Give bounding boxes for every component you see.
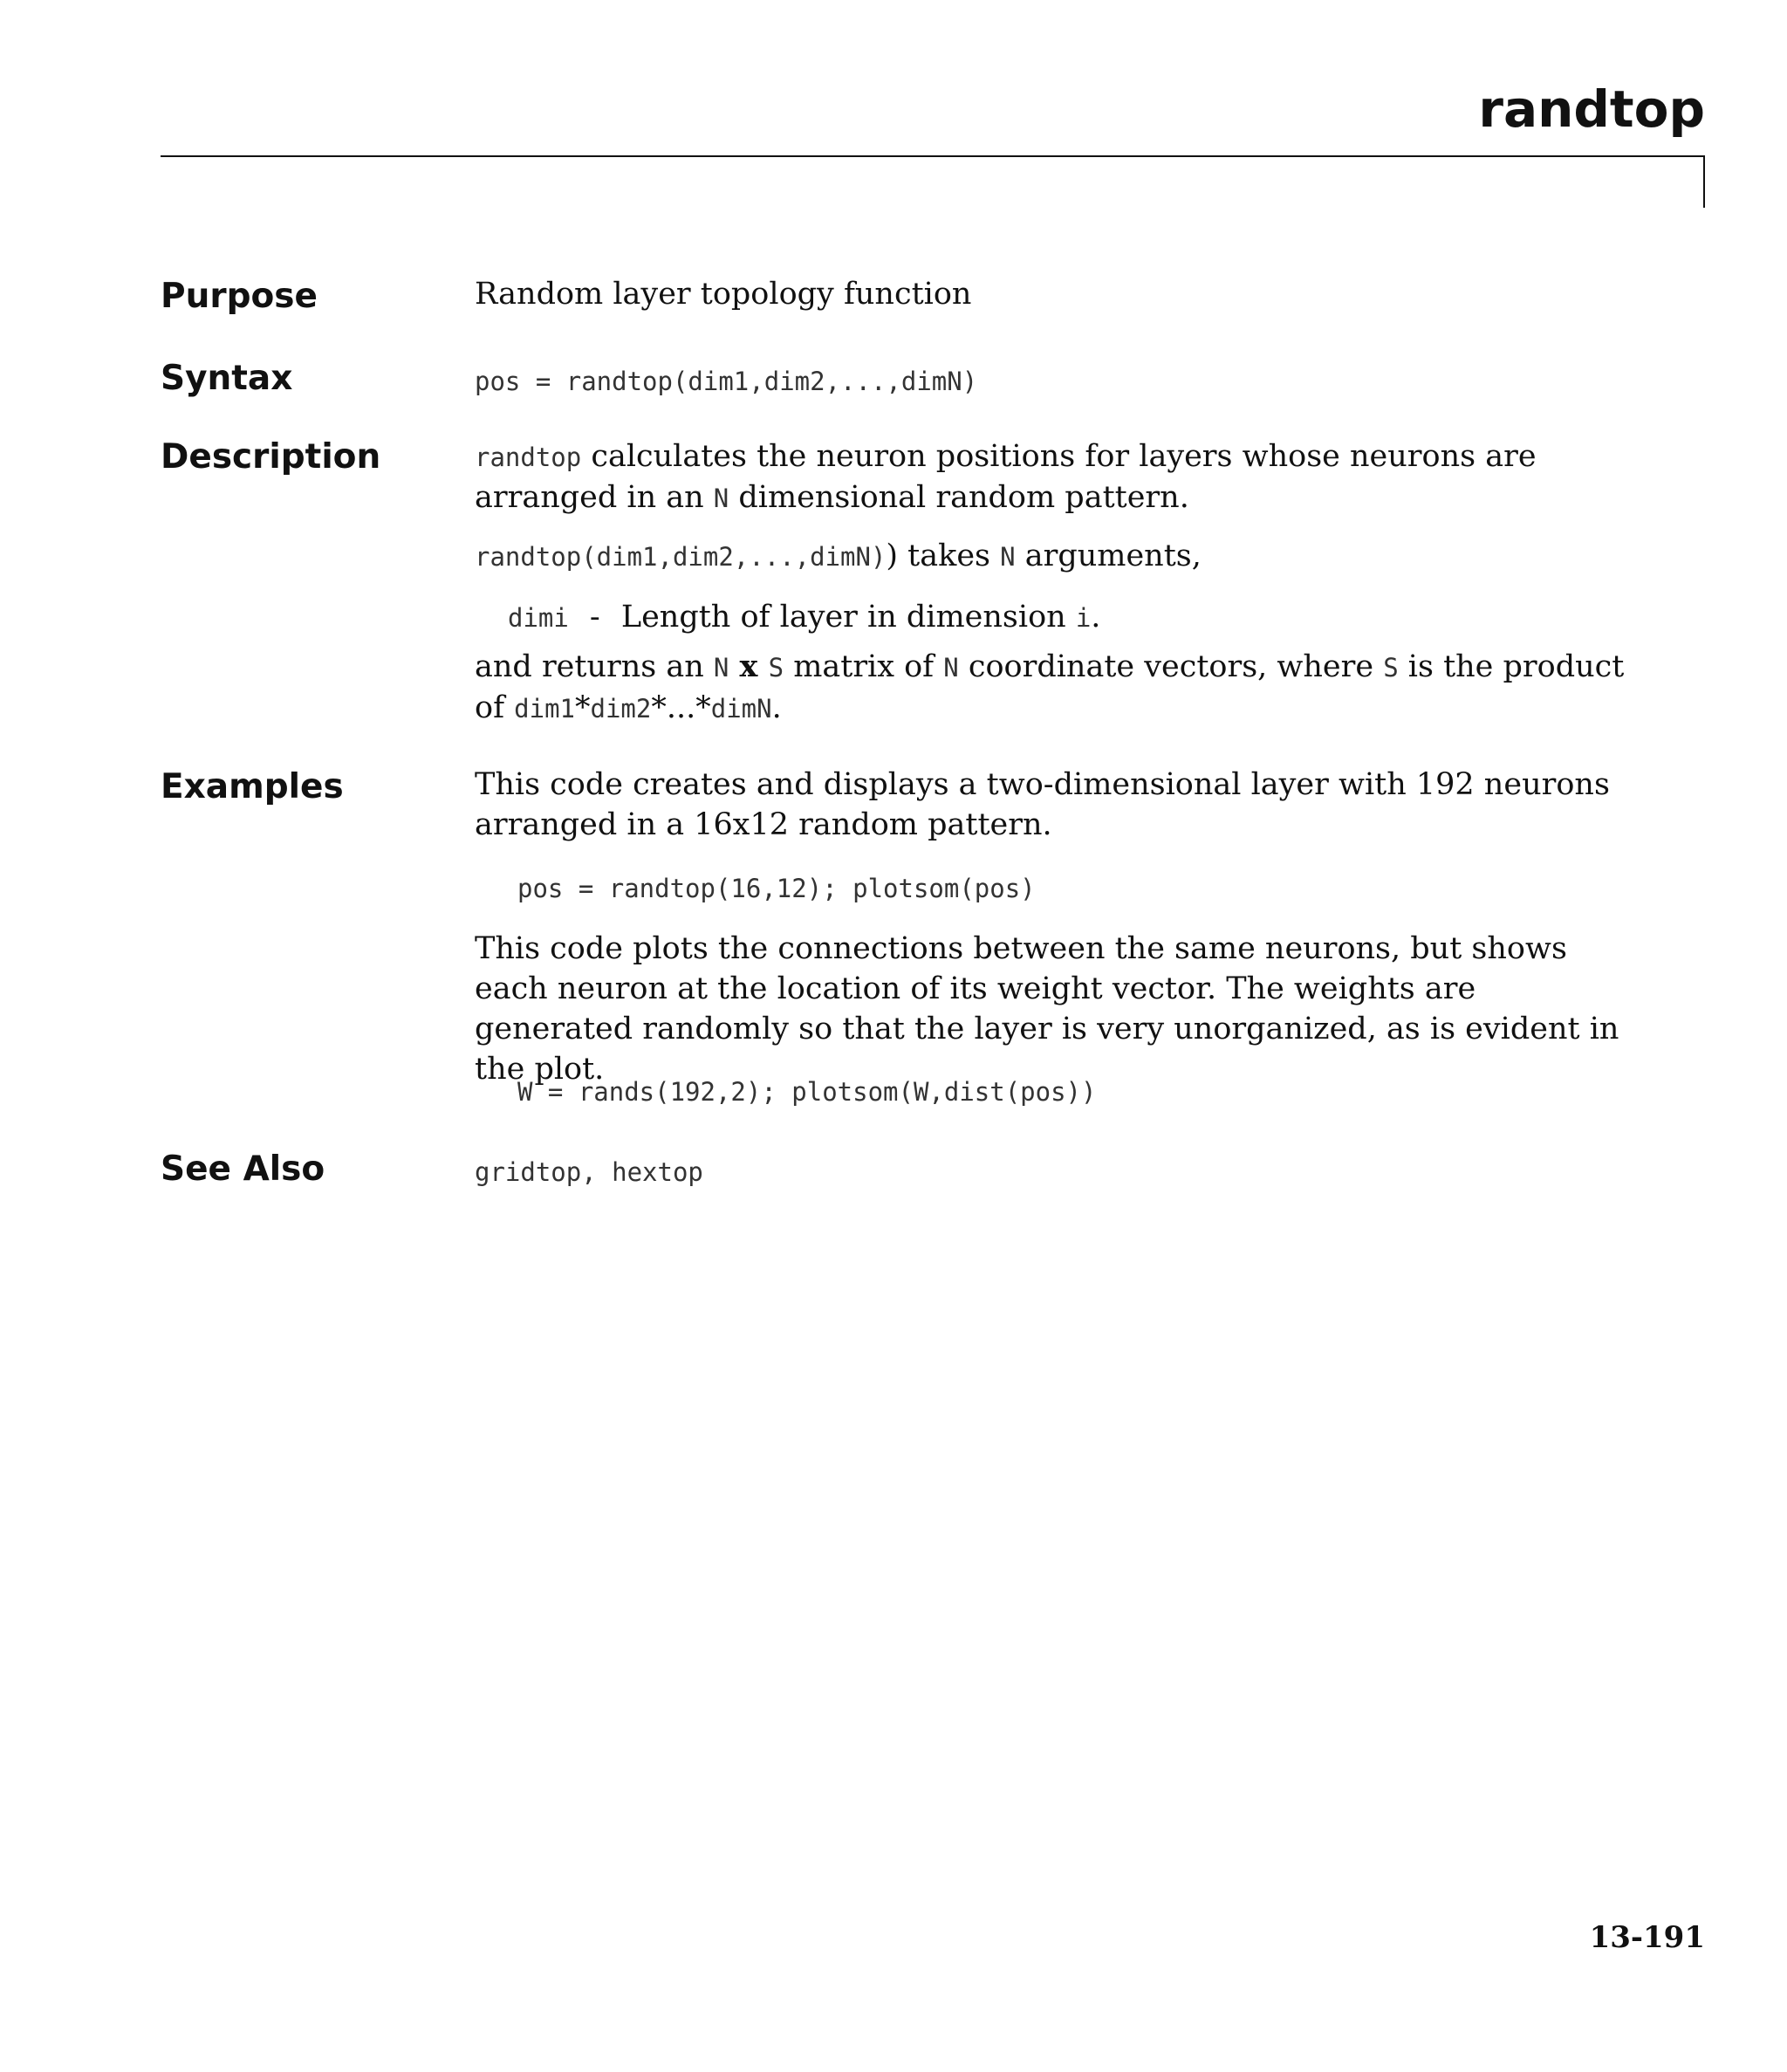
text-run: x — [729, 648, 769, 684]
text-run: *...* — [651, 690, 711, 725]
inline-code: N — [713, 653, 729, 683]
inline-code: N — [943, 653, 959, 683]
header-rule — [161, 155, 1705, 157]
argument-description: Length of layer in dimension — [620, 600, 1076, 635]
argument-item — [508, 597, 1660, 638]
description-label: Description — [161, 437, 381, 477]
examples-code-2: W = rands(192,2); plotsom(W,dist(pos)) — [517, 1077, 1097, 1107]
text-run: ) takes — [886, 539, 1001, 573]
purpose-label: Purpose — [161, 277, 318, 316]
text-run: * — [575, 690, 591, 725]
inline-code: dim2 — [590, 694, 652, 724]
see-also-label: See Also — [161, 1149, 325, 1189]
examples-label: Examples — [161, 767, 344, 806]
inline-code: S — [768, 653, 784, 683]
description-paragraph-3 — [475, 647, 1626, 729]
text-run: matrix of — [784, 649, 944, 684]
see-also-links[interactable]: gridtop, hextop — [475, 1157, 703, 1187]
description-paragraph-2 — [475, 536, 1626, 577]
purpose-text: Random layer topology function — [475, 277, 972, 312]
inline-code: dimN — [710, 694, 772, 724]
text-run: . — [1091, 600, 1101, 635]
text-run: . — [771, 690, 782, 725]
argument-name: dimi — [508, 603, 569, 633]
text-run: is the product of — [475, 649, 1625, 725]
inline-code: randtop — [475, 443, 582, 472]
examples-code-1: pos = randtop(16,12); plotsom(pos) — [517, 874, 1036, 903]
inline-code: dim1 — [514, 694, 575, 724]
inline-code: i — [1075, 603, 1092, 633]
text-run: and returns an — [475, 649, 714, 684]
text-run: coordinate vectors, where — [958, 649, 1384, 684]
examples-paragraph-1: This code creates and displays a two-dimensional layer with 192 neurons arranged in a 16x12 random pattern. — [475, 767, 1610, 842]
text-run: arguments, — [1015, 539, 1202, 573]
page-number: 13-191 — [1589, 1920, 1705, 1955]
syntax-code: pos = randtop(dim1,dim2,...,dimN) — [475, 367, 978, 396]
inline-code: N — [713, 484, 729, 513]
inline-code: randtop(dim1,dim2,...,dimN) — [475, 542, 887, 572]
syntax-label: Syntax — [161, 359, 293, 398]
inline-code: S — [1383, 653, 1399, 683]
argument-dash: - — [589, 600, 600, 635]
inline-code: N — [1000, 542, 1016, 572]
description-paragraph-1 — [475, 436, 1626, 518]
header-rule-tick — [1703, 155, 1705, 208]
text-run: dimensional random pattern. — [729, 480, 1189, 515]
page-title: randtop — [1478, 79, 1705, 139]
text-run: calculates the neuron positions for layers whose neurons are arranged in an — [475, 439, 1537, 515]
examples-paragraph-2: This code plots the connections between the same neurons, but shows each neuron at the location of its weight vector. The weights are generated randomly so that the layer is very unorganized, as is evident in the plot. — [475, 931, 1619, 1087]
